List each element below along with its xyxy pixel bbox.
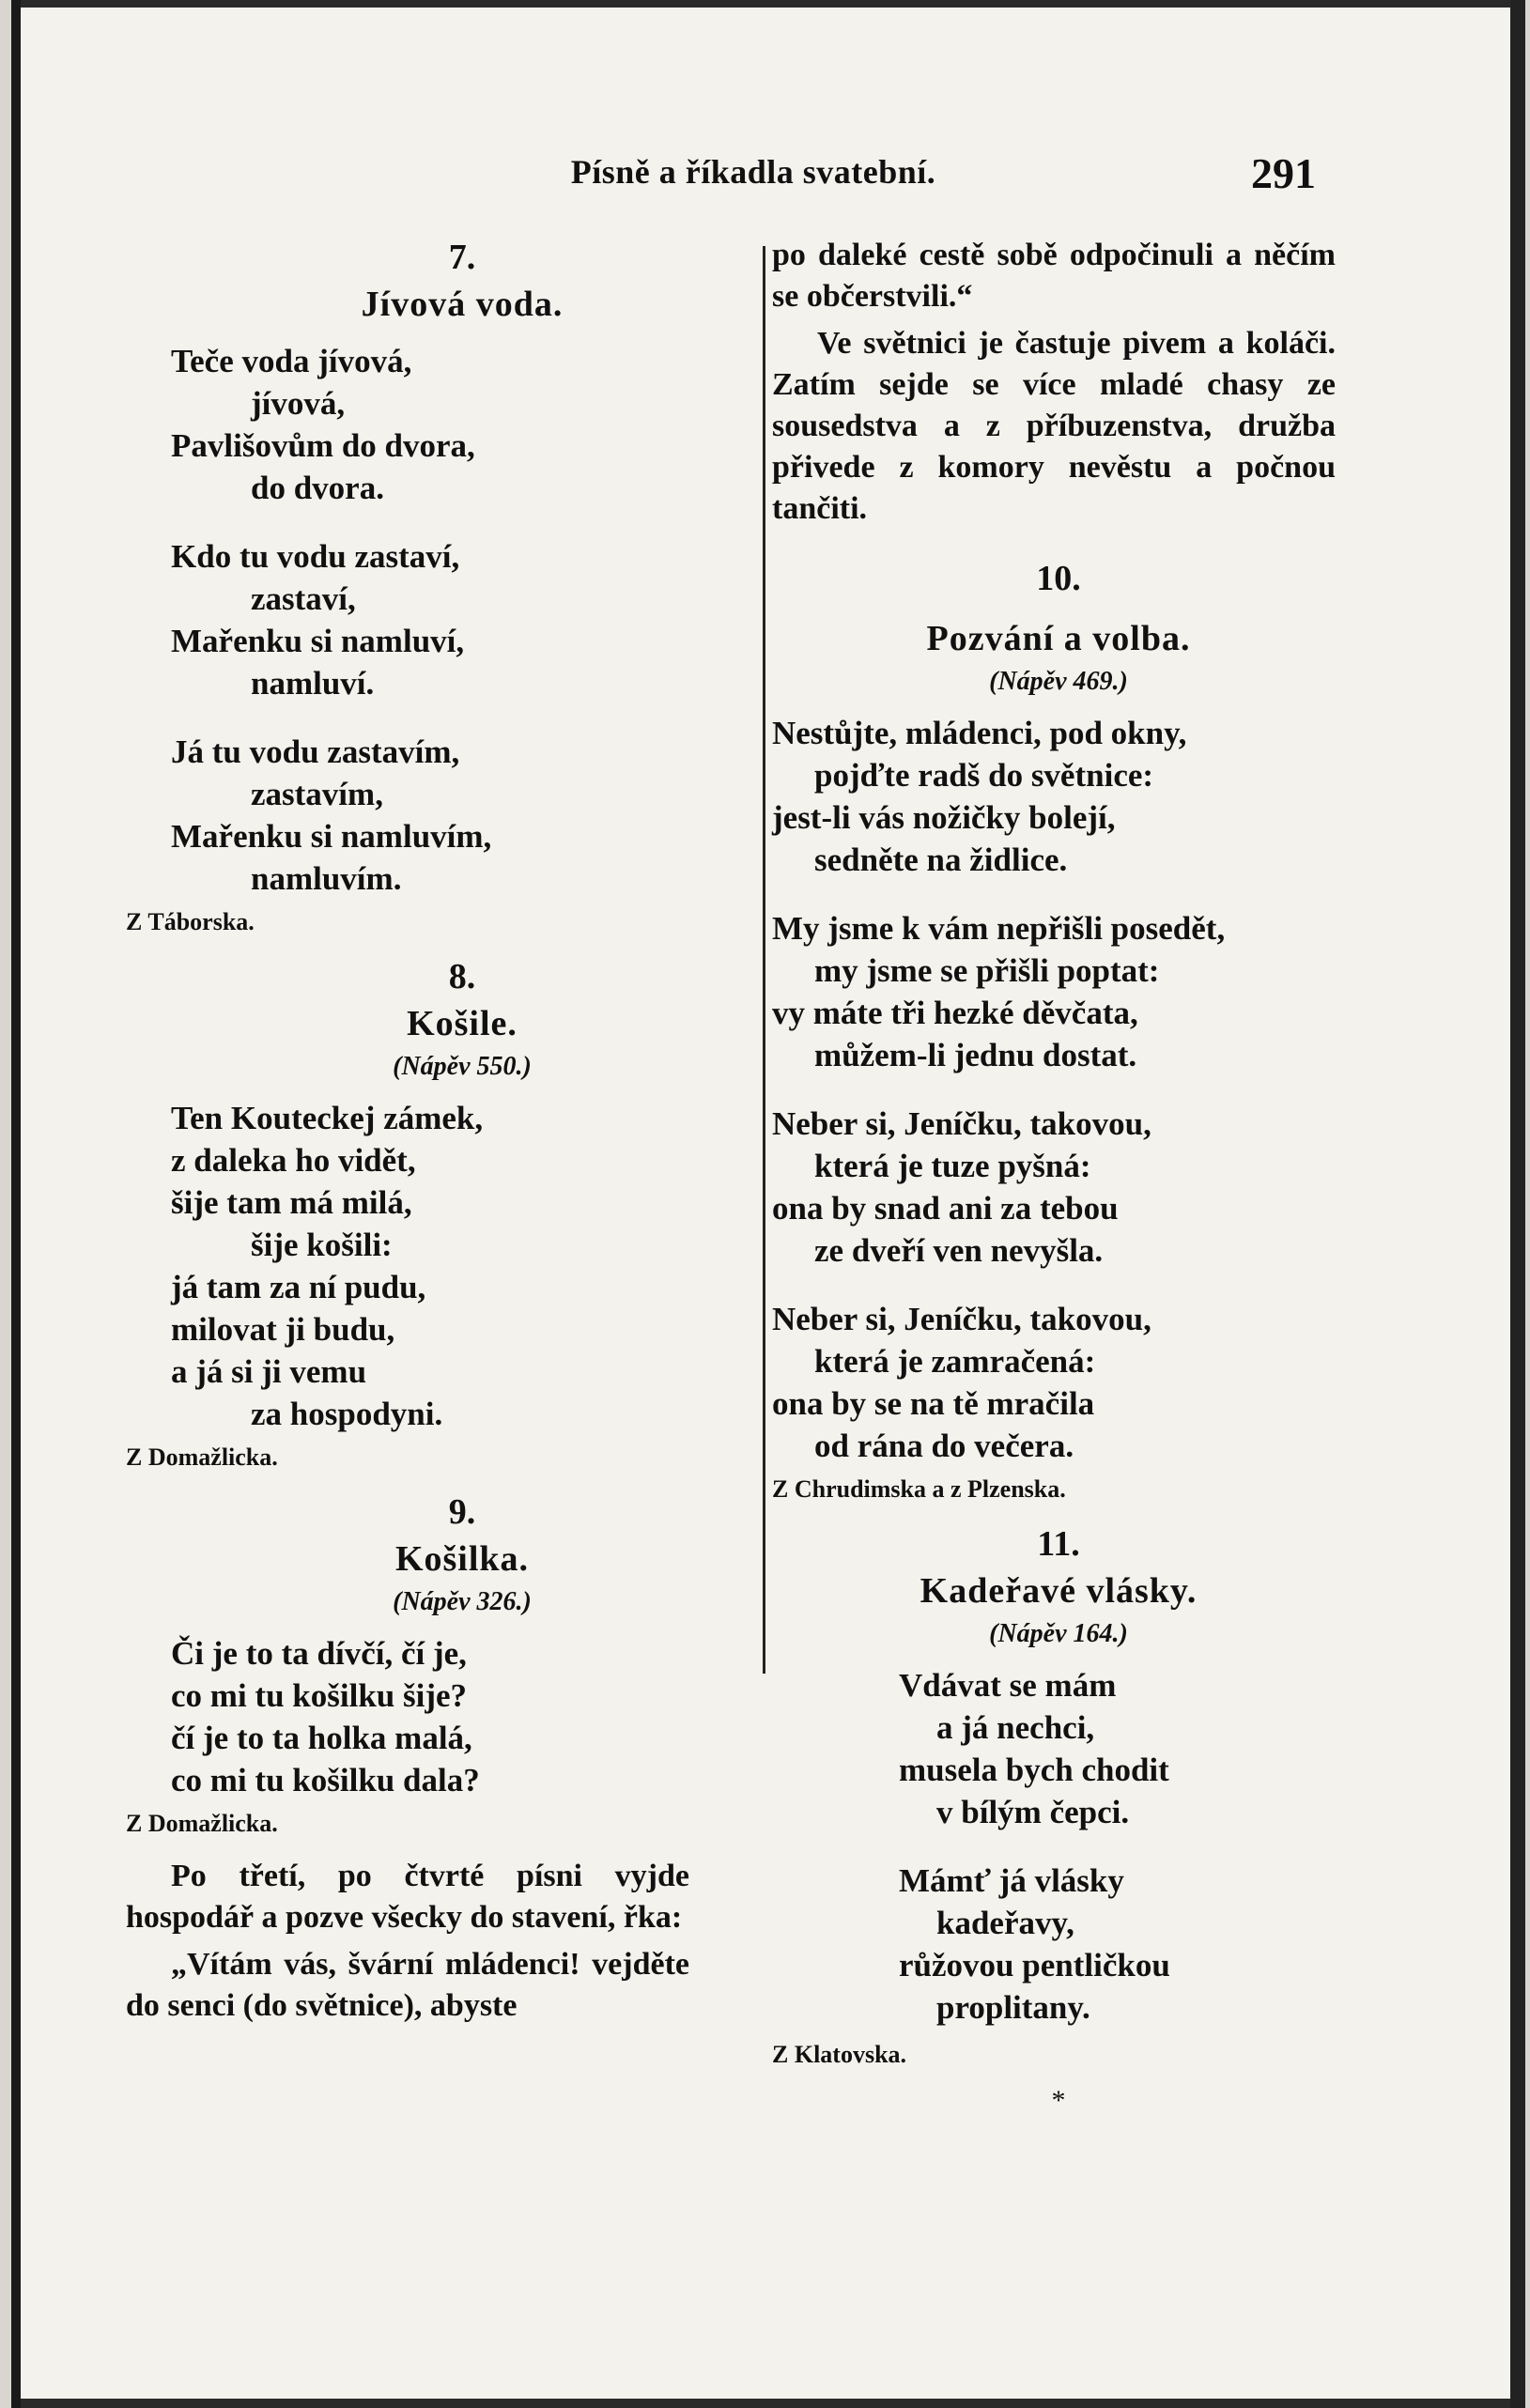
column-divider [763, 246, 765, 1674]
stanza [772, 1298, 1345, 1467]
song-number: 7. [448, 238, 476, 277]
verse-line: Kdo tu vodu zastaví, [171, 538, 460, 575]
prose-block [772, 235, 1336, 530]
song-number: 9. [448, 1492, 476, 1532]
page-number: 291 [1251, 149, 1316, 197]
verse-line: namluví. [251, 665, 375, 702]
song-number: 11. [1037, 1524, 1080, 1564]
prose-paragraph: „Vítám vás, švární mládenci! vejděte do senci (do světnice), abyste [126, 1947, 689, 2023]
verse-line: v bílým čepci. [936, 1794, 1130, 1830]
verse-line: vy máte tři hezké děvčata, [772, 995, 1138, 1031]
song-origin: Z Domažlicka. [126, 1443, 278, 1471]
verse-line: zastaví, [251, 580, 356, 617]
stanza [772, 1860, 1345, 2029]
song-8 [126, 954, 753, 1474]
verse-line: sedněte na židlice. [814, 841, 1068, 878]
scan-bottom-edge [21, 2399, 1510, 2408]
verse-line: která je zamračená: [814, 1343, 1096, 1380]
prose-paragraph: Ve světnici je častuje pivem a koláči. Zatím sejde se více mladé chasy ze sousedstva a z příbuzenstva, družba přivede z komory nevěstu a počnou tančiti. [772, 326, 1336, 526]
prose-paragraph: Po třetí, po čtvrté písni vyjde hospodář a pozve všecky do stavení, řka: [126, 1859, 689, 1935]
book-page [11, 0, 1525, 2408]
stanza [171, 731, 753, 900]
song-origin: Z Klatovska. [772, 2041, 907, 2068]
verse-line: šije tam má milá, [171, 1184, 412, 1221]
verse-line: Mařenku si namluví, [171, 623, 465, 659]
verse-line: a já si ji vemu [171, 1353, 367, 1390]
song-7 [126, 235, 753, 939]
section-end-asterisk: * [1051, 2085, 1066, 2116]
song-origin: Z Domažlicka. [126, 1810, 278, 1837]
verse-line: z daleka ho vidět, [171, 1142, 416, 1179]
verse-line: Ten Kouteckej zámek, [171, 1100, 484, 1136]
verse-line: zastavím, [251, 776, 383, 812]
stanza [171, 1097, 753, 1435]
verse-line: proplitany. [936, 1989, 1090, 2026]
verse-line: Teče voda jívová, [171, 343, 412, 379]
verse-line: růžovou pentličkou [899, 1947, 1170, 1984]
verse-line: jívová, [251, 385, 346, 422]
verse-line: namluvím. [251, 860, 402, 897]
verse-line: za hospodyni. [251, 1396, 443, 1432]
verse-line: já tam za ní pudu, [171, 1269, 426, 1305]
verse-line: kadeřavy, [936, 1905, 1074, 1941]
verse-line: jest-li vás nožičky bolejí, [772, 799, 1116, 836]
song-title: Kadeřavé vlásky. [920, 1571, 1198, 1611]
verse-line: Mařenku si namluvím, [171, 818, 492, 855]
song-number: 10. [1036, 559, 1081, 598]
verse-line: musela bych chodit [899, 1752, 1169, 1788]
prose-block [126, 1856, 689, 2027]
verse-line: Či je to ta dívčí, čí je, [171, 1635, 467, 1672]
stanza [772, 907, 1345, 1076]
verse-line: milovat ji budu, [171, 1311, 395, 1348]
verse-line: Neber si, Jeníčku, takovou, [772, 1301, 1151, 1337]
verse-line: pojďte radš do světnice: [814, 757, 1154, 794]
running-header: Písně a říkadla svatební. [570, 153, 936, 191]
stanza [171, 1632, 753, 1801]
verse-line: My jsme k vám nepřišli posedět, [772, 910, 1226, 947]
song-title: Jívová voda. [361, 285, 564, 324]
verse-line: do dvora. [251, 470, 384, 506]
melody-reference: (Nápěv 326.) [393, 1587, 532, 1616]
stanza [171, 535, 753, 704]
song-title: Košilka. [394, 1539, 530, 1579]
right-column [772, 235, 1345, 2115]
verse-line: od rána do večera. [814, 1428, 1074, 1464]
verse-line: Mámť já vlásky [899, 1862, 1124, 1899]
verse-line: čí je to ta holka malá, [171, 1720, 472, 1756]
verse-line: a já nechci, [936, 1709, 1095, 1746]
prose-paragraph: po daleké cestě sobě odpočinuli a něčím se občerstvili.“ [772, 238, 1336, 314]
verse-line: Pavlišovům do dvora, [171, 427, 475, 464]
song-9 [126, 1490, 753, 1841]
verse-line: můžem-li jednu dostat. [814, 1037, 1137, 1073]
stanza [772, 1103, 1345, 1272]
left-column [126, 235, 753, 2032]
melody-reference: (Nápěv 164.) [989, 1619, 1128, 1648]
verse-line: Já tu vodu zastavím, [171, 733, 460, 770]
stanza [772, 712, 1345, 881]
verse-line: Nestůjte, mládenci, pod okny, [772, 715, 1187, 751]
melody-reference: (Nápěv 550.) [393, 1052, 532, 1081]
stanza [171, 340, 753, 509]
song-title: Košile. [407, 1004, 518, 1043]
stanza [772, 1664, 1345, 1833]
verse-line: co mi tu košilku šije? [171, 1677, 468, 1714]
verse-line: šije košili: [251, 1227, 393, 1263]
song-number: 8. [448, 957, 476, 996]
verse-line: co mi tu košilku dala? [171, 1762, 480, 1798]
song-origin: Z Chrudimska a z Plzenska. [772, 1475, 1066, 1503]
verse-line: ona by se na tě mračila [772, 1385, 1095, 1422]
song-10 [772, 556, 1345, 1506]
verse-line: my jsme se přišli poptat: [814, 952, 1160, 989]
verse-line: Neber si, Jeníčku, takovou, [772, 1105, 1151, 1142]
song-title: Pozvání a volba. [926, 619, 1191, 658]
verse-line: která je tuze pyšná: [814, 1148, 1091, 1184]
melody-reference: (Nápěv 469.) [989, 667, 1128, 696]
verse-line: ona by snad ani za tebou [772, 1190, 1119, 1227]
scan-top-edge [21, 0, 1510, 8]
verse-line: ze dveří ven nevyšla. [814, 1232, 1104, 1269]
verse-line: Vdávat se mám [899, 1667, 1117, 1704]
song-11 [772, 1521, 1345, 2115]
song-origin: Z Táborska. [126, 908, 255, 935]
